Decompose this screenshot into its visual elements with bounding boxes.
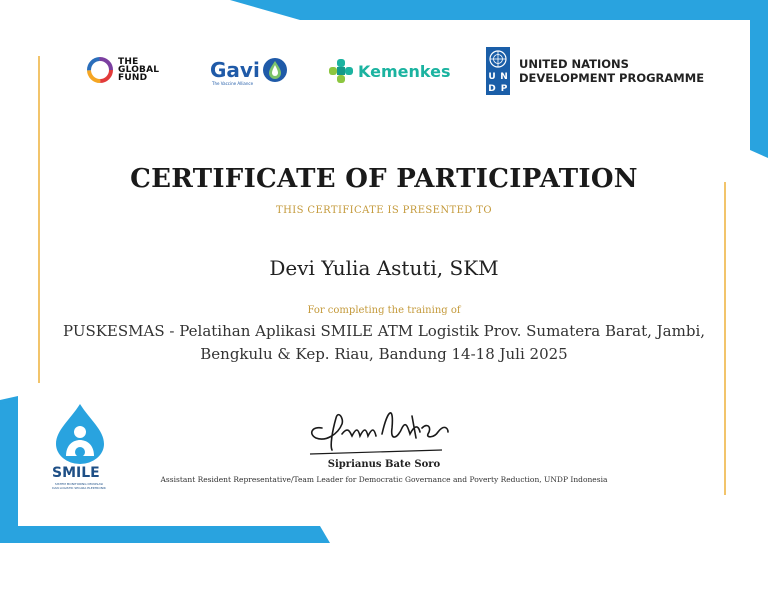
smile-tagline: SISTEM MONITORING IMUNISASI DAN LOGISTIK SECARA ELEKTRONIK [52, 482, 106, 490]
gold-rule-right [724, 182, 726, 495]
signature-image [302, 398, 462, 458]
global-fund-logo [86, 56, 159, 84]
undp-logo [486, 47, 704, 95]
kemenkes-wordmark: Kemenkes [358, 61, 451, 81]
signer-name: Siprianus Bate Soro [327, 459, 441, 470]
training-description: PUSKESMAS - Pelatihan Aplikasi SMILE ATM Logistik Prov. Sumatera Barat, Jambi, Bengkulu & Kep. Riau, Bandung 14-18 Juli 2025 [62, 322, 706, 363]
smile-wordmark: SMILE [52, 465, 100, 481]
gold-rule-left [38, 56, 40, 383]
un-globe-icon [486, 48, 510, 70]
undp-emblem [486, 47, 510, 95]
completing-label: For completing the training of [307, 305, 461, 316]
globe-drop-icon [262, 57, 288, 83]
kemenkes-cross-icon [328, 58, 354, 84]
smile-drop-icon [50, 402, 110, 464]
global-fund-icon [86, 56, 114, 84]
global-fund-wordmark: THE GLOBAL FUND [118, 57, 160, 83]
kemenkes-logo [328, 58, 450, 84]
undp-letters: U N D P [488, 72, 508, 94]
certificate-subtitle: THIS CERTIFICATE IS PRESENTED TO [276, 205, 492, 216]
undp-wordmark: UNITED NATIONS DEVELOPMENT PROGRAMME [519, 57, 705, 85]
certificate-title: CERTIFICATE OF PARTICIPATION [130, 164, 638, 194]
gavi-tagline: The Vaccine Alliance [212, 81, 254, 86]
signer-role: Assistant Resident Representative/Team Leader for Democratic Governance and Poverty Reduction, UNDP Indonesia [160, 475, 608, 484]
gavi-logo [210, 57, 288, 86]
recipient-name: Devi Yulia Astuti, SKM [269, 256, 499, 280]
gavi-wordmark: Gavi [210, 58, 260, 82]
